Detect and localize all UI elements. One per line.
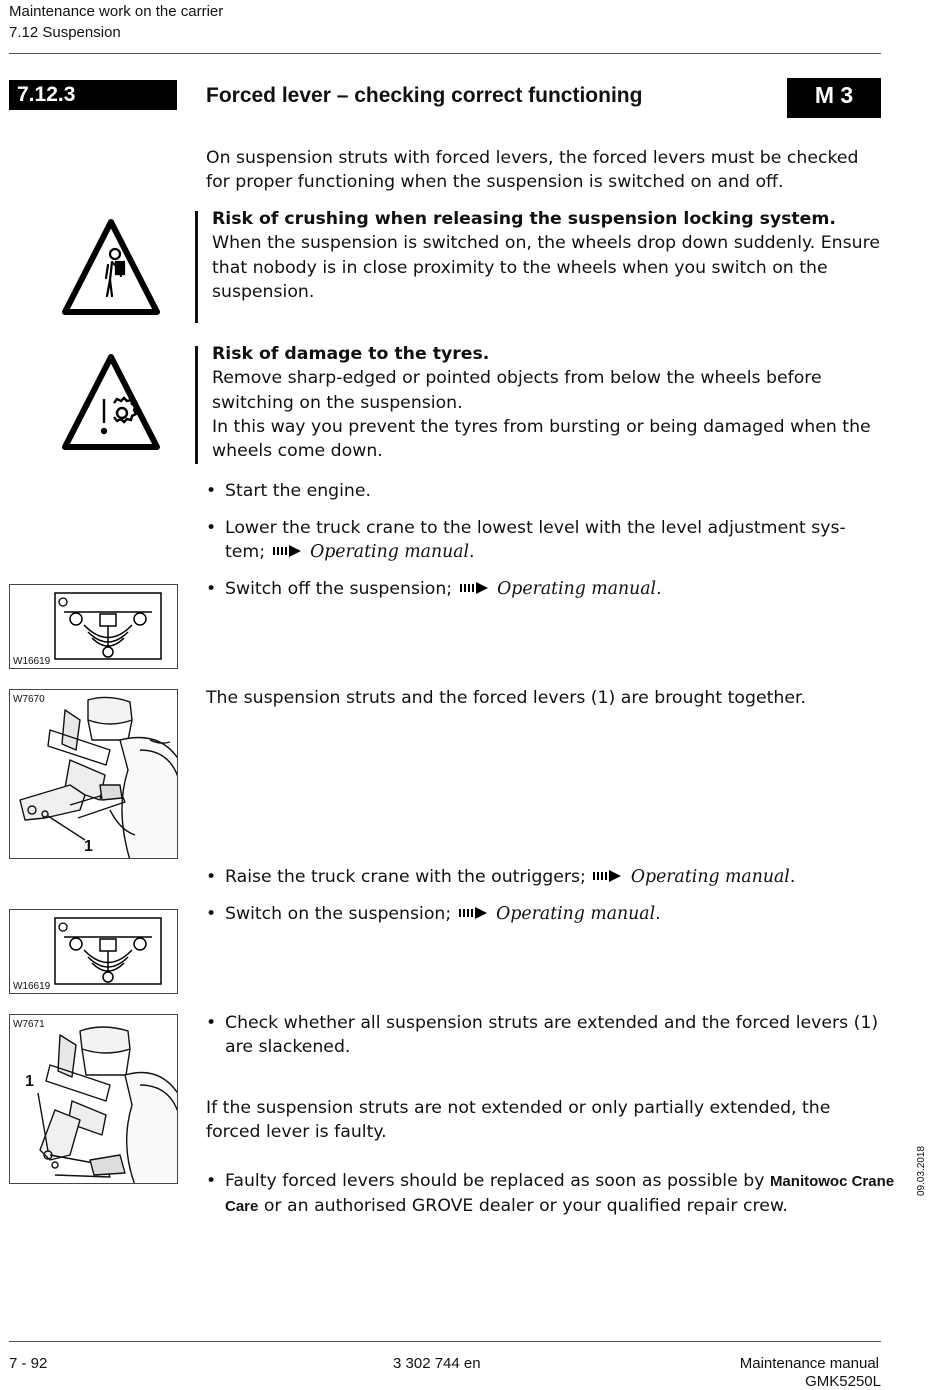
revision-date: 09.03.2018 bbox=[916, 1145, 927, 1196]
figure-label: W7670 bbox=[13, 694, 45, 705]
reference-arrow-icon bbox=[593, 869, 623, 883]
warning-tyres-bar bbox=[195, 346, 198, 464]
warning-tyres bbox=[212, 342, 892, 463]
figure-suspension-switch-on bbox=[9, 909, 178, 994]
step-text: Switch off the suspension; bbox=[225, 579, 453, 599]
header-section: 7.12 Suspension bbox=[9, 24, 121, 41]
bullet-icon: • bbox=[206, 1013, 217, 1033]
warning-crush bbox=[212, 207, 892, 304]
strut-together-illustration bbox=[10, 690, 178, 859]
bullet-icon: • bbox=[206, 904, 217, 924]
figure-label: W16619 bbox=[13, 981, 51, 992]
bullet-icon: • bbox=[206, 867, 217, 887]
reference-arrow-icon bbox=[459, 906, 489, 920]
figure-label: W7671 bbox=[13, 1019, 45, 1030]
operating-manual-reference: Operating manual bbox=[310, 542, 470, 563]
intro-text: On suspension struts with forced levers, the forced levers must be checked for proper functioning when the suspension is switched on and off. bbox=[206, 148, 859, 193]
material-damage-warning-icon bbox=[62, 353, 160, 451]
warning-crush-body: When the suspension is switched on, the wheels drop down suddenly. Ensure that nobody is in close proximity to the wheels when you switch on the suspension. bbox=[212, 233, 880, 302]
strut-extended-illustration bbox=[10, 1015, 178, 1184]
crushing-hazard-warning-icon bbox=[62, 218, 160, 316]
section-number: 7.12.3 bbox=[9, 80, 177, 110]
callout-1: 1 bbox=[84, 838, 93, 855]
warning-tyres-line2: In this way you prevent the tyres from bursting or being damaged when the wheels come down. bbox=[212, 416, 871, 462]
step-text-continued: or an authorised GROVE dealer or your qualified repair crew. bbox=[263, 1196, 788, 1217]
figure-strut-extended bbox=[9, 1014, 178, 1184]
step-text: Raise the truck crane with the outriggers; bbox=[225, 867, 586, 887]
operating-manual-reference: Operating manual bbox=[496, 904, 656, 924]
manual-name: Maintenance manual bbox=[739, 1355, 879, 1372]
model-name: GMK5250L bbox=[805, 1373, 881, 1390]
step-start-engine bbox=[206, 479, 886, 503]
step-switch-off: • Switch off the suspension; Operating manual. bbox=[206, 577, 886, 601]
step-raise-crane: • Raise the truck crane with the outriggers; Operating manual. bbox=[206, 865, 886, 889]
callout-1: 1 bbox=[25, 1073, 34, 1090]
step-switch-on: • Switch on the suspension; Operating manual. bbox=[206, 902, 886, 926]
reference-arrow-icon bbox=[273, 544, 303, 558]
figure-strut-forced-lever-together bbox=[9, 689, 178, 859]
maintenance-interval-badge: M 3 bbox=[787, 78, 881, 118]
warning-crush-bar bbox=[195, 211, 198, 323]
step-text: Faulty forced levers should be replaced as soon as possible by bbox=[225, 1171, 765, 1191]
warning-tyres-line1: Remove sharp-edged or pointed objects from below the wheels before switching on the suspension. bbox=[212, 368, 822, 413]
faulty-note: If the suspension struts are not extended or only partially extended, the forced lever is faulty. bbox=[206, 1098, 831, 1143]
step-lower-crane: • Lower the truck crane to the lowest level with the level adjustment sys-tem; Operating manual. bbox=[206, 518, 846, 563]
section-title: Forced lever – checking correct functioning bbox=[206, 84, 643, 107]
bullet-icon: • bbox=[206, 579, 217, 599]
warning-crush-title: Risk of crushing when releasing the suspension locking system. bbox=[212, 209, 836, 229]
bullet-icon: • bbox=[206, 481, 217, 501]
suspension-switch-symbol-icon bbox=[54, 592, 162, 660]
step-text: Switch on the suspension; bbox=[225, 904, 452, 924]
step-replace-levers bbox=[206, 1169, 896, 1220]
struts-together-text: The suspension struts and the forced levers (1) are brought together. bbox=[206, 688, 806, 708]
document-number: 3 302 744 en bbox=[393, 1355, 481, 1372]
header-chapter: Maintenance work on the carrier bbox=[9, 3, 224, 20]
bullet-icon: • bbox=[206, 1171, 217, 1191]
header-rule bbox=[9, 53, 881, 54]
figure-label: W16619 bbox=[13, 656, 51, 667]
operating-manual-reference: Operating manual bbox=[630, 867, 790, 887]
page-number: 7 - 92 bbox=[9, 1355, 48, 1372]
step-text: Lower the truck crane to the lowest level with the level adjustment sys-tem; bbox=[225, 518, 846, 563]
brand-name: Manitowoc Crane Care bbox=[225, 1173, 895, 1216]
operating-manual-reference: Operating manual bbox=[497, 579, 657, 599]
bullet-icon: • bbox=[206, 518, 217, 538]
footer-rule bbox=[9, 1341, 881, 1342]
reference-arrow-icon bbox=[460, 581, 490, 595]
step-text: Start the engine. bbox=[225, 481, 371, 501]
step-check-struts bbox=[206, 1011, 881, 1060]
step-text: Check whether all suspension struts are extended and the forced levers (1) are slackened. bbox=[225, 1013, 879, 1058]
suspension-switch-symbol-icon bbox=[54, 917, 162, 985]
figure-suspension-switch-off bbox=[9, 584, 178, 669]
warning-tyres-title: Risk of damage to the tyres. bbox=[212, 344, 490, 364]
